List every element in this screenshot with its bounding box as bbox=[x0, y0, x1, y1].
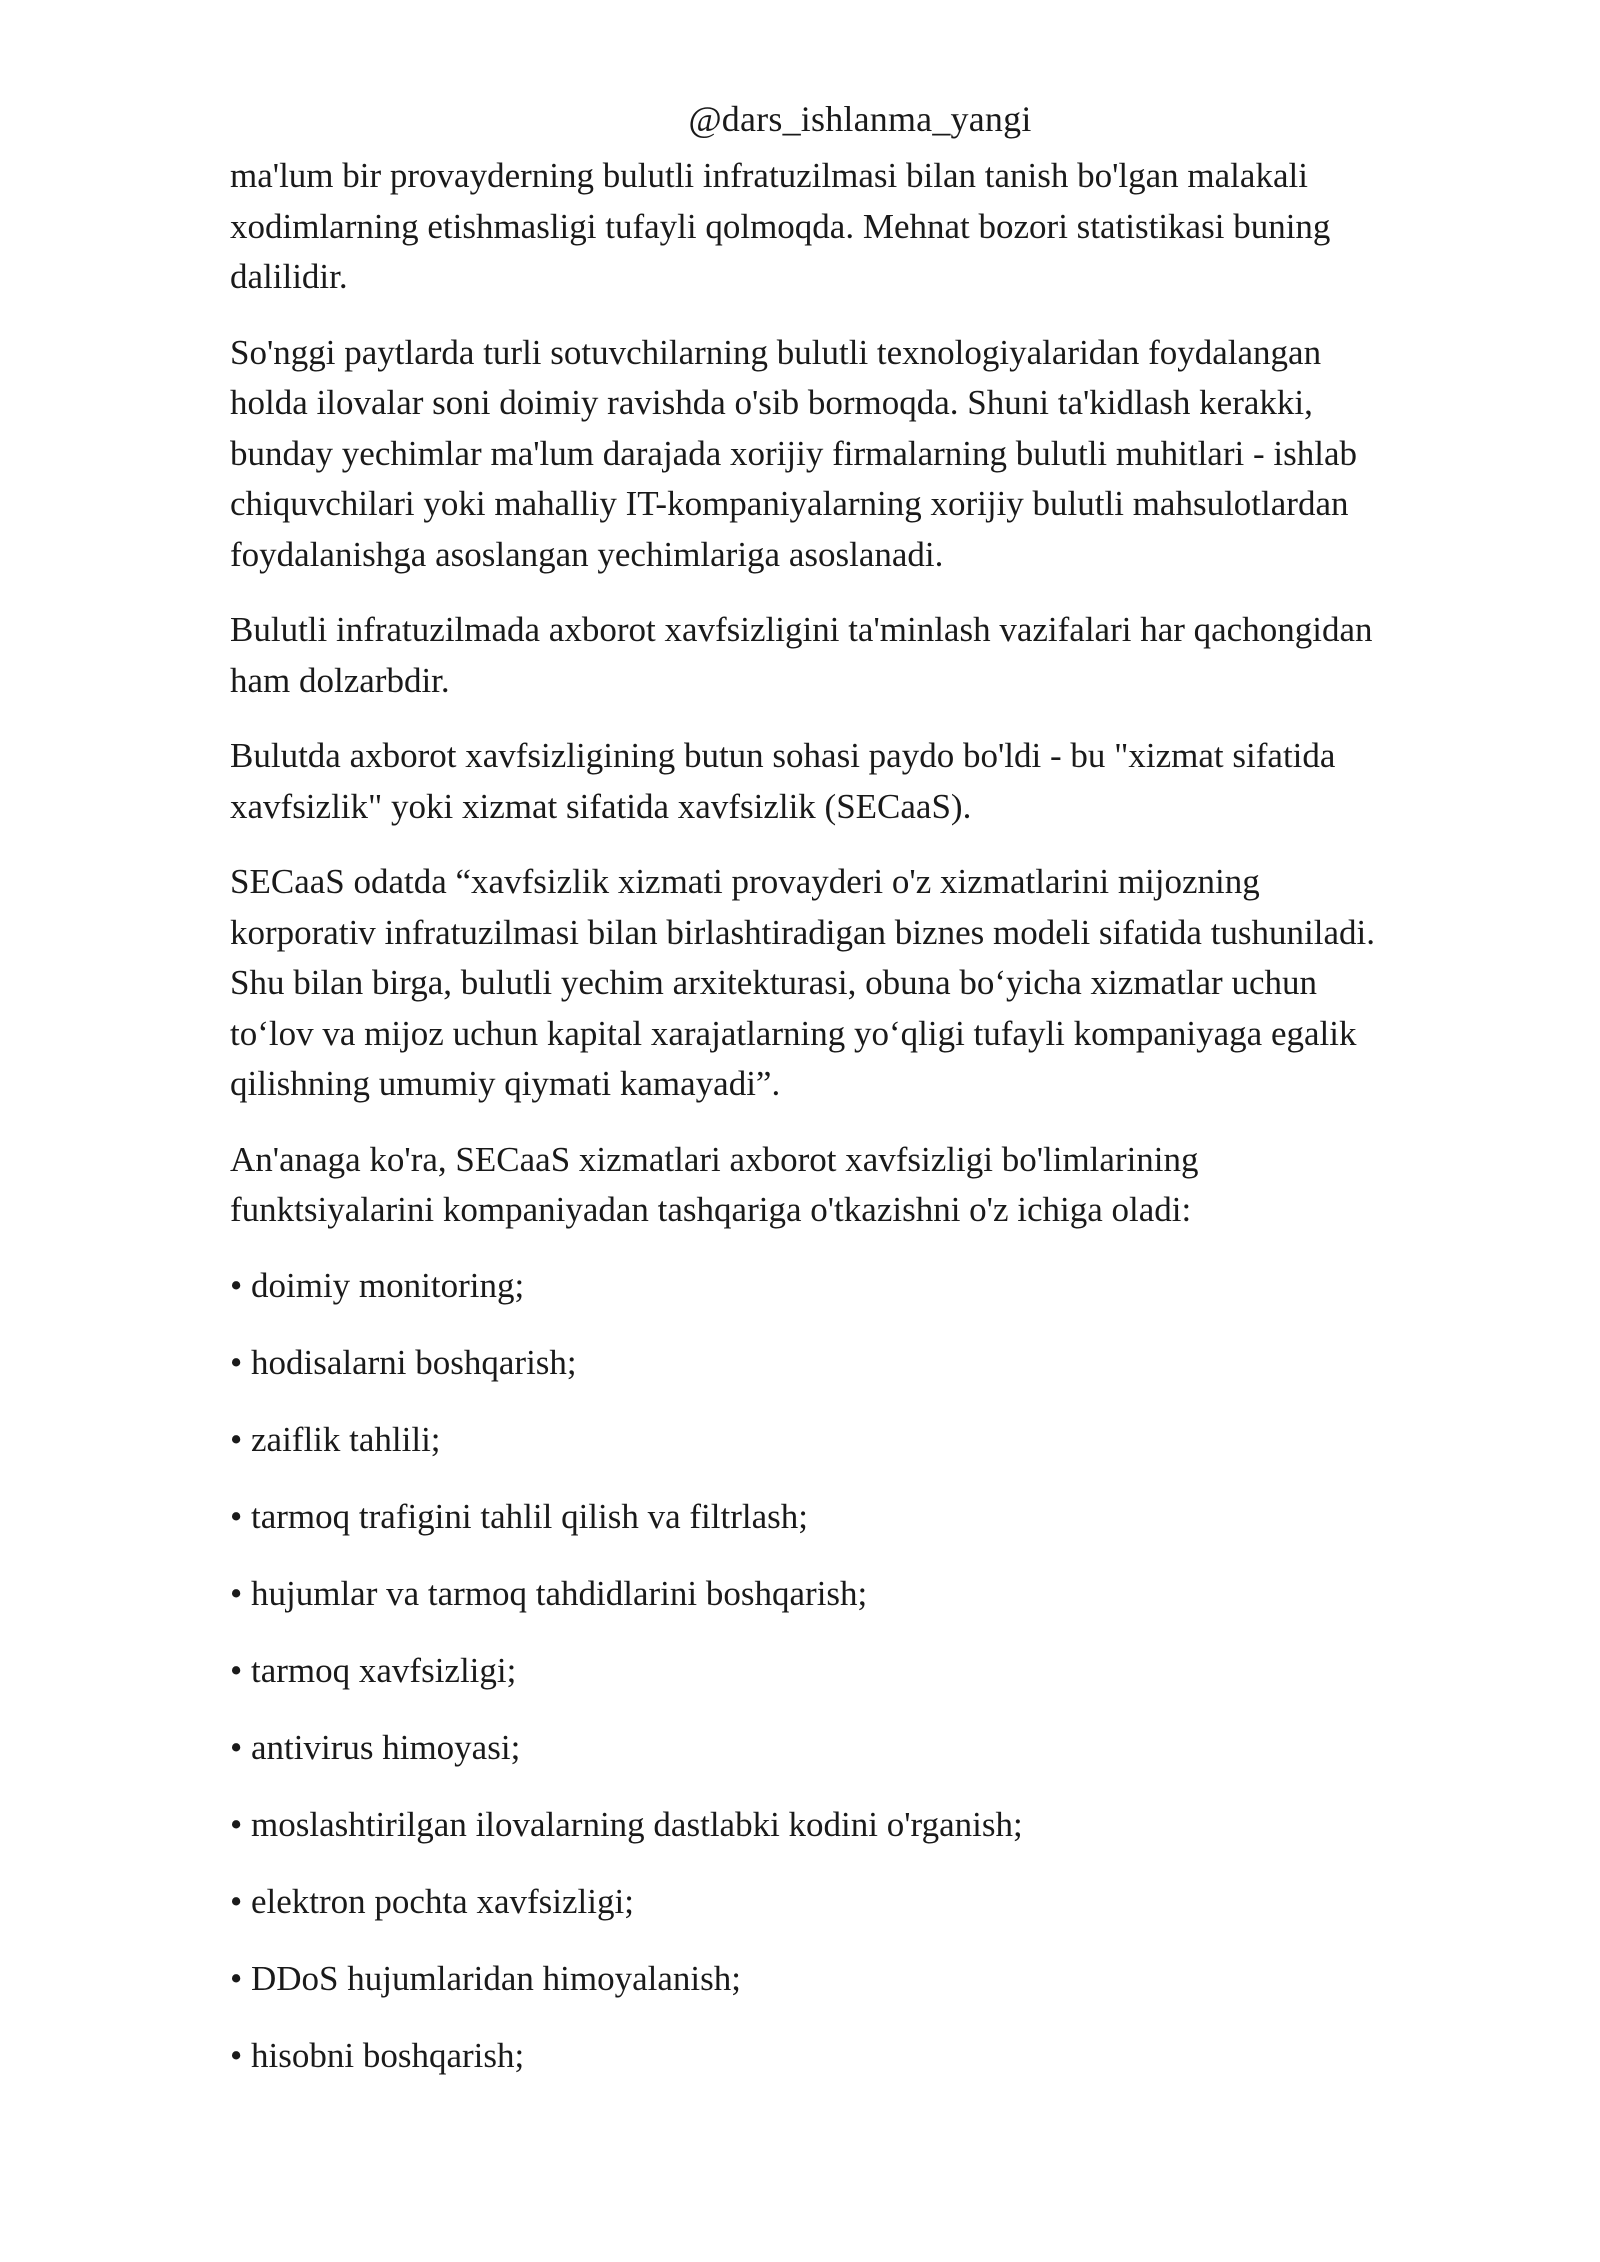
list-item: • zaiflik tahlili; bbox=[230, 1419, 441, 1459]
text-line: SECaaS odatda “xavfsizlik xizmati provayderi o'z xizmatlarini mijozning bbox=[230, 862, 1260, 901]
list-item: • tarmoq xavfsizligi; bbox=[230, 1650, 517, 1690]
list-item: • moslashtirilgan ilovalarning dastlabki kodini o'rganish; bbox=[230, 1804, 1023, 1844]
list-item: • hodisalarni boshqarish; bbox=[230, 1342, 577, 1382]
text-line: xavfsizlik" yoki xizmat sifatida xavfsizlik (SECaaS). bbox=[230, 786, 972, 826]
list-item: • DDoS hujumlaridan himoyalanish; bbox=[230, 1958, 741, 1998]
paragraph bbox=[230, 731, 1470, 832]
page-header-handle: @dars_ishlanma_yangi bbox=[688, 99, 1032, 139]
text-line: dalilidir. bbox=[230, 257, 348, 296]
text-line: holda ilovalar soni doimiy ravishda o'sib bormoqda. Shuni ta'kidlash kerakki, bbox=[230, 383, 1313, 422]
paragraph bbox=[230, 1135, 1470, 1236]
document-body bbox=[230, 151, 1470, 2108]
list-item: • hujumlar va tarmoq tahdidlarini boshqarish; bbox=[230, 1573, 868, 1613]
list-item: • elektron pochta xavfsizligi; bbox=[230, 1881, 634, 1921]
text-line: So'nggi paytlarda turli sotuvchilarning bulutli texnologiyalaridan foydalangan bbox=[230, 332, 1322, 372]
text-line: An'anaga ko'ra, SECaaS xizmatlari axborot xavfsizligi bo'limlarining bbox=[230, 1139, 1199, 1179]
text-line: Bulutda axborot xavfsizligining butun sohasi paydo bo'ldi - bu "xizmat sifatida bbox=[230, 736, 1336, 775]
list-item: • doimiy monitoring; bbox=[230, 1265, 525, 1305]
paragraph bbox=[230, 605, 1470, 706]
list-item: • hisobni boshqarish; bbox=[230, 2035, 525, 2075]
list-item: • tarmoq trafigini tahlil qilish va filtrlash; bbox=[230, 1496, 808, 1536]
paragraph bbox=[230, 857, 1470, 1110]
text-line: funktsiyalarini kompaniyadan tashqariga o'tkazishni o'z ichiga oladi: bbox=[230, 1190, 1192, 1229]
paragraph bbox=[230, 151, 1470, 303]
text-line: foydalanishga asoslangan yechimlariga asoslanadi. bbox=[230, 534, 944, 574]
text-line: ma'lum bir provayderning bulutli infratuzilmasi bilan tanish bo'lgan malakali bbox=[230, 156, 1308, 195]
list-item: • antivirus himoyasi; bbox=[230, 1727, 521, 1767]
text-line: korporativ infratuzilmasi bilan birlashtiradigan biznes modeli sifatida tushuniladi. bbox=[230, 912, 1376, 952]
text-line: qilishning umumiy qiymati kamayadi”. bbox=[230, 1064, 781, 1103]
text-line: bunday yechimlar ma'lum darajada xorijiy firmalarning bulutli muhitlari - ishlab bbox=[230, 433, 1357, 473]
paragraph bbox=[230, 328, 1470, 581]
text-line: ham dolzarbdir. bbox=[230, 660, 450, 700]
text-line: Shu bilan birga, bulutli yechim arxitekturasi, obuna bo‘yicha xizmatlar uchun bbox=[230, 963, 1317, 1002]
text-line: to‘lov va mijoz uchun kapital xarajatlarning yo‘qligi tufayli kompaniyaga egalik bbox=[230, 1013, 1357, 1053]
text-line: xodimlarning etishmasligi tufayli qolmoqda. Mehnat bozori statistikasi buning bbox=[230, 206, 1331, 246]
text-line: chiquvchilari yoki mahalliy IT-kompaniyalarning xorijiy bulutli mahsulotlardan bbox=[230, 484, 1349, 523]
text-line: Bulutli infratuzilmada axborot xavfsizligini ta'minlash vazifalari har qachongidan bbox=[230, 610, 1373, 649]
